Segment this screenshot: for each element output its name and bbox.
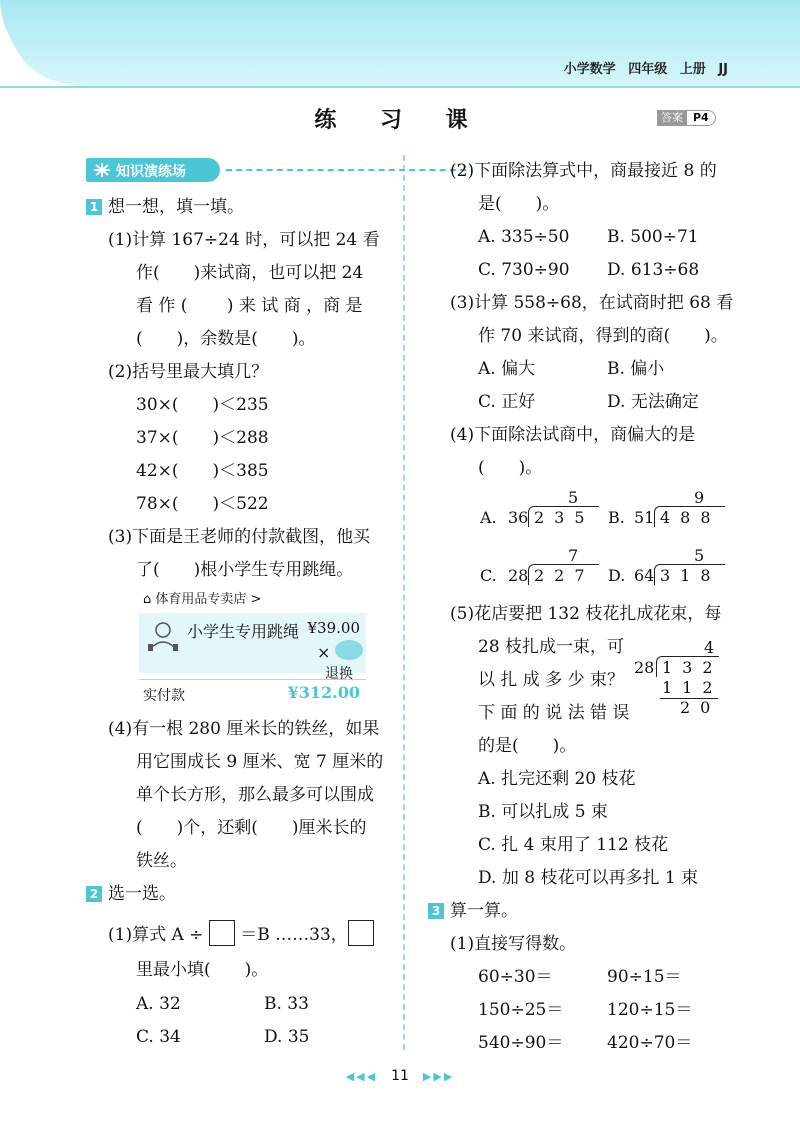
answer-tag[interactable] [657,110,716,126]
blank-box [209,920,235,946]
answer-page: P4 [687,110,716,126]
quantity-sign: × [317,643,331,662]
q1-p2-title: (2)括号里最大填几？ [108,362,269,382]
option: C. 正好 [478,392,536,412]
option: A. 32 [136,994,181,1014]
q1-p1-line: 作( )来试商，也可以把 24 [136,263,364,283]
q1-heading: 1 想一想，填一填。 [86,196,244,218]
q1-p1-line: 看 作 ( ) 来 试 商 ，商 是 [136,296,363,316]
calc-item: 90÷15＝ [607,967,682,987]
page-title: 练 习 课 [314,108,486,133]
section-banner-label: 知识演练场 [116,164,186,180]
grade: 四年级 [628,62,668,77]
calc-item: 420÷70＝ [607,1033,693,1053]
store-name: ⌂ 体育用品专卖店 > [143,592,262,607]
paid-value: ¥312.00 [287,683,360,702]
option: A. 扎完还剩 20 枝花 [478,769,636,789]
option: D. 35 [264,1027,310,1047]
q2-p1-line: 里最小填( )。 [136,960,269,980]
payment-screenshot [139,588,366,706]
option: A. 335÷50 [478,227,570,247]
q2-p3-line: (3)计算 558÷68，在试商时把 68 看 [450,293,734,313]
edition: JJ [718,62,728,77]
q1-p2-row: 30×( )＜235 [136,395,269,415]
page-number: 11 [391,1068,409,1084]
column-divider [403,155,405,1050]
q1-p4-line: ( )个，还剩( )厘米长的 [136,818,367,838]
answer-label: 答案 [657,110,687,126]
q1-p2-row: 37×( )＜288 [136,428,269,448]
option: D. 加 8 枝花可以再多扎 1 束 [478,868,699,888]
q1-p3-line: (3)下面是王老师的付款截图，他买 [108,527,371,547]
q1-p4-line: 单个长方形，那么最多可以围成 [136,785,374,805]
q3-heading: 3 算一算。 [428,900,518,922]
option: D. 无法确定 [607,392,699,412]
q1-p4-line: 铁丝。 [136,851,187,871]
sparkle-icon [92,161,112,179]
page-footer [0,1068,800,1084]
q3-p1-title: (1)直接写得数。 [450,934,577,954]
item-name: 小学生专用跳绳 [187,622,300,641]
option: C. 730÷90 [478,260,570,280]
next-arrows-icon: ▶▶▶ [422,1070,455,1083]
option: B. 偏小 [607,359,665,379]
header-meta [564,58,728,77]
refund-link: 退换 [325,666,353,682]
q2-p5-line: 以 扎 成 多 少 束？ [478,670,625,690]
quantity-blot [335,640,363,660]
q2-p5-line: 下 面 的 说 法 错 误 [478,703,630,723]
calc-item: 120÷15＝ [607,1000,693,1020]
q1-p4-line: (4)有一根 280 厘米长的铁丝，如果 [108,719,380,739]
shop-icon: ⌂ [143,592,152,607]
q1-p4-line: 用它围成长 9 厘米、宽 7 厘米的 [136,752,384,772]
item-price: ¥39.00 [307,619,360,637]
q1-p1-line: (1)计算 167÷24 时，可以把 24 看 [108,230,380,250]
q2-p2-line: (2)下面除法算式中，商最接近 8 的 [450,161,717,181]
section-banner [86,158,386,182]
q2-p4-line: (4)下面除法试商中，商偏大的是 [450,425,696,445]
jump-rope-icon [145,618,181,652]
option: D. 613÷68 [607,260,700,280]
q2-p5-line: 的是( )。 [478,736,577,756]
option: C. 34 [136,1027,181,1047]
calc-item: 540÷90＝ [478,1033,564,1053]
q2-p2-line: 是( )。 [478,194,560,214]
calc-item: 150÷25＝ [478,1000,564,1020]
calc-item: 60÷30＝ [478,967,553,987]
option: A. 偏大 [478,359,536,379]
blank-box [348,920,374,946]
volume: 上册 [679,62,706,77]
prev-arrows-icon: ◀◀◀ [345,1070,378,1083]
q2-p5-line: 28 枝扎成一束，可 [478,637,625,657]
q1-p2-row: 78×( )＜522 [136,494,269,514]
q2-p3-line: 作 70 来试商，得到的商( )。 [478,326,728,346]
option: C. 扎 4 束用了 112 枝花 [478,835,669,855]
option: B. 33 [264,994,309,1014]
q2-p5-line: (5)花店要把 132 枝花扎成花束，每 [450,604,722,624]
subject: 小学数学 [563,62,616,77]
paid-label: 实付款 [143,688,185,704]
q2-heading: 2 选一选。 [86,883,176,905]
q2-p1-line: (1)算式 A ÷ ＝B ……33， [108,920,374,946]
q2-p4-line: ( )。 [478,458,543,478]
header-rule [0,86,800,88]
option: B. 500÷71 [607,227,699,247]
q1-p1-line: ( )，余数是( )。 [136,329,316,349]
q1-p2-row: 42×( )＜385 [136,461,269,481]
option: B. 可以扎成 5 束 [478,802,608,822]
q1-p3-line: 了( )根小学生专用跳绳。 [136,560,354,580]
